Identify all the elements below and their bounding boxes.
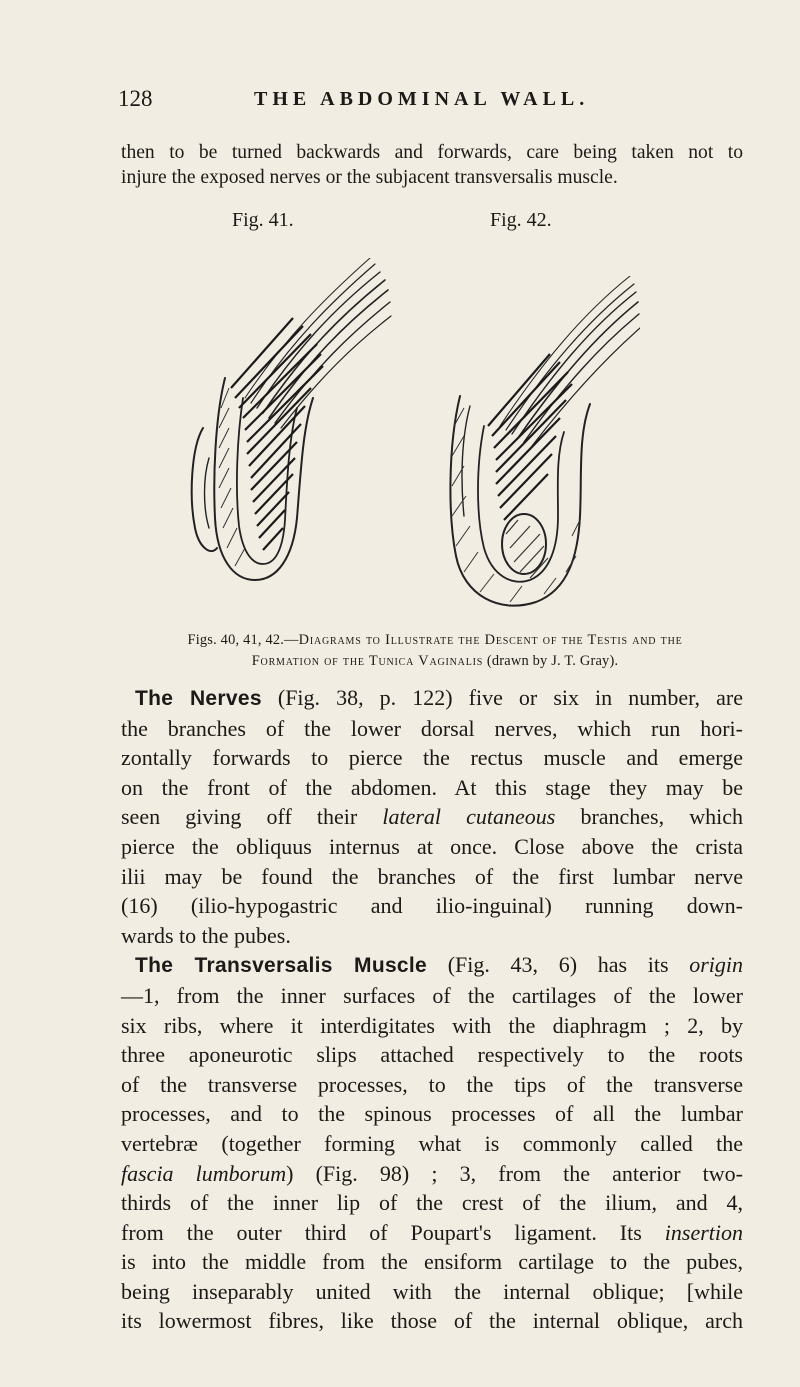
insertion-italic: insertion <box>664 1219 743 1245</box>
transversalis-line: (Fig. 43, 6) has its <box>427 952 690 978</box>
origin-italic: origin <box>689 952 743 978</box>
transversalis-line: three aponeurotic slips attached respectively to the roots <box>121 1042 743 1068</box>
nerves-line: wards to the pubes. <box>121 922 291 948</box>
figure-41-label: Fig. 41. <box>232 209 294 231</box>
page-header <box>118 86 758 116</box>
lateral-cutaneous-italic: lateral cutaneous <box>382 804 556 830</box>
running-title: THE ABDOMINAL WALL. <box>254 88 590 110</box>
figure-42-label: Fig. 42. <box>490 209 552 231</box>
intro-paragraph <box>121 140 743 190</box>
nerves-line: on the front of the abdomen. At this stage they may be <box>121 774 743 800</box>
transversalis-line: from the outer third of Poupart's ligament. Its <box>121 1219 665 1245</box>
transversalis-line: its lowermost fibres, like those of the internal oblique, arch <box>121 1308 743 1334</box>
transversalis-line: of the transverse processes, to the tips of the transverse <box>121 1071 743 1097</box>
transversalis-line: is into the middle from the ensiform cartilage to the pubes, <box>121 1249 743 1275</box>
transversalis-line: six ribs, where it interdigitates with the diaphragm ; 2, by <box>121 1012 743 1038</box>
figure-caption <box>120 630 750 672</box>
transversalis-line: —1, from the inner surfaces of the cartilages of the lower <box>121 982 743 1008</box>
nerves-line: (16) (ilio-hypogastric and ilio-inguinal) running down- <box>121 893 743 919</box>
transversalis-paragraph <box>121 950 743 1336</box>
figure-41-illustration <box>185 258 395 598</box>
transversalis-line: ) (Fig. 98) ; 3, from the anterior two- <box>286 1160 744 1186</box>
transversalis-heading: The Transversalis Muscle <box>135 954 428 978</box>
fascia-lumborum-italic: fascia lumborum <box>121 1160 287 1186</box>
figure-42-illustration <box>440 276 640 616</box>
transversalis-line: processes, and to the spinous processes of all the lumbar <box>121 1101 743 1127</box>
nerves-line: zontally forwards to pierce the rectus muscle and emerge <box>121 745 743 771</box>
nerves-line: ilii may be found the branches of the first lumbar nerve <box>121 863 743 889</box>
nerves-line: pierce the obliquus internus at once. Close above the crista <box>121 833 743 859</box>
nerves-line: (Fig. 38, p. 122) five or six in number, are <box>261 685 743 710</box>
nerves-line: seen giving off their <box>121 804 383 830</box>
nerves-line-rest: branches, which <box>555 804 743 830</box>
nerves-heading: The Nerves <box>135 687 262 710</box>
transversalis-line: vertebræ (together forming what is commonly called the <box>121 1130 743 1156</box>
nerves-line: the branches of the lower dorsal nerves, which run hori- <box>121 715 743 741</box>
page-number: 128 <box>118 86 153 111</box>
caption-line2-rest: (drawn by J. T. Gray). <box>483 653 619 669</box>
body-text <box>121 683 743 1336</box>
nerves-paragraph <box>121 683 743 950</box>
caption-line2-smallcaps: Formation of the Tunica Vaginalis <box>251 653 484 669</box>
intro-line: then to be turned backwards and forwards, care being taken not to <box>121 142 743 163</box>
caption-prefix: Figs. 40, 41, 42.— <box>187 632 299 648</box>
transversalis-line: being inseparably united with the internal oblique; [while <box>121 1278 743 1304</box>
intro-line: injure the exposed nerves or the subjacent transversalis muscle. <box>121 167 618 188</box>
caption-line1: Diagrams to Illustrate the Descent of the Testis and the <box>298 632 683 648</box>
transversalis-line: thirds of the inner lip of the crest of the ilium, and 4, <box>121 1190 743 1216</box>
